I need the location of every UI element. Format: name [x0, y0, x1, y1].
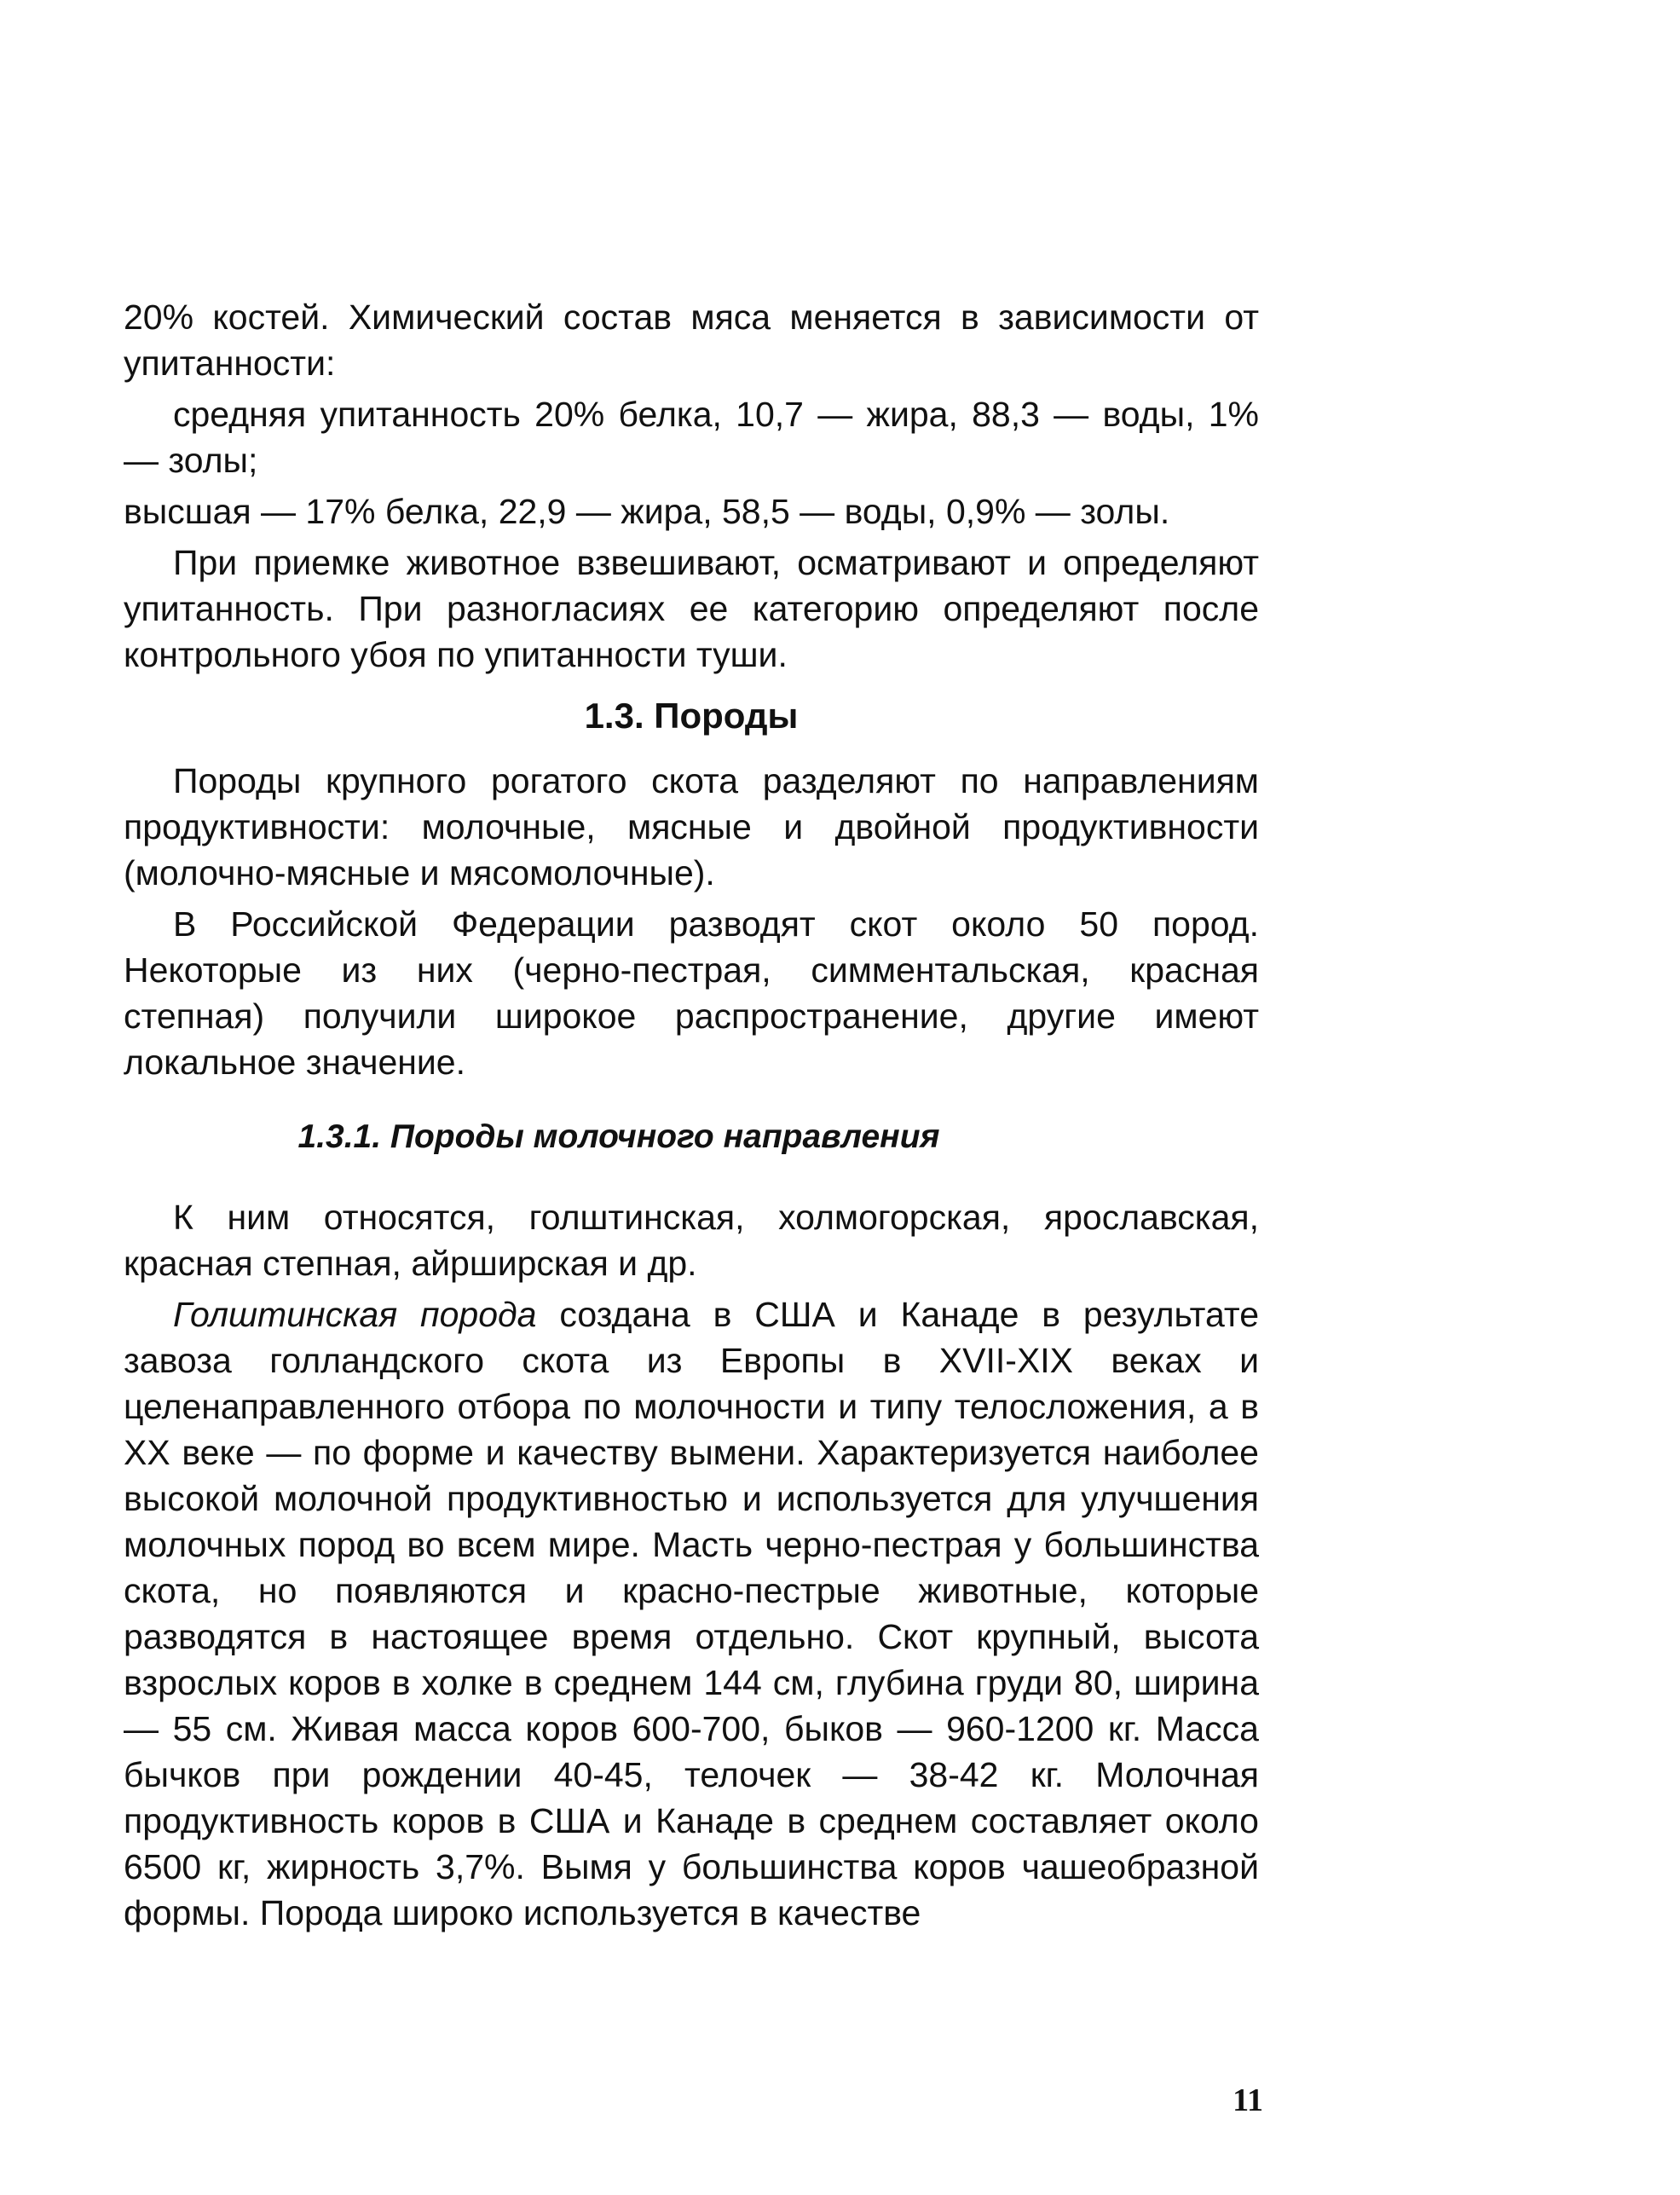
page-content	[124, 294, 1259, 1941]
paragraph-intro-2: средняя упитанность 20% белка, 10,7 — жира, 88,3 — воды, 1% — золы;	[124, 395, 1259, 480]
subsection-title: 1.3.1. Породы молочного направления	[297, 1118, 940, 1155]
paragraph-intro-3: высшая — 17% белка, 22,9 — жира, 58,5 — воды, 0,9% — золы.	[124, 492, 1170, 531]
subsection-paragraph-2	[124, 1291, 1259, 1936]
breed-description: создана в США и Канаде в результате завоза голландского скота из Европы в XVII-XIX веках и целенаправленного отбора по молочности и типу телосложения, а в XX веке — по форме и качеству вымени. Характеризуется наиболее высокой молочной продуктивностью и используется для улучшения молочных пород во всем мире. Масть черно-пестрая у большинства скота, но появляются и красно-пестрые животные, которые разводятся в настоящее время отдельно. Скот крупный, высота взрослых коров в холке в среднем 144 см, глубина груди 80, ширина — 55 см. Живая масса коров 600-700, быков — 960-1200 кг. Масса бычков при рождении 40-45, телочек — 38-42 кг. Молочная продуктивность коров в США и Канаде в среднем составляет около 6500 кг, жирность 3,7%. Вымя у большинства коров чашеобразной формы. Порода широко используется в качестве	[124, 1295, 1259, 1932]
paragraph-intro-4: При приемке животное взвешивают, осматривают и определяют упитанность. При разногласиях ее категорию определяют после контрольного убоя по упитанности туши.	[124, 543, 1259, 674]
subsection-paragraph-1: К ним относятся, голштинская, холмогорская, ярославская, красная степная, айрширская и др.	[124, 1198, 1259, 1283]
breed-term: Голштинская порода	[173, 1295, 537, 1334]
page-number: 11	[1233, 2082, 1263, 2118]
section-paragraph-2: В Российской Федерации разводят скот около 50 пород. Некоторые из них (черно-пестрая, симментальская, красная степная) получили широкое распространение, другие имеют локальное значение.	[124, 904, 1259, 1082]
paragraph-intro-1: 20% костей. Химический состав мяса меняется в зависимости от упитанности:	[124, 297, 1259, 383]
section-title: 1.3. Породы	[584, 696, 799, 736]
section-paragraph-1: Породы крупного рогатого скота разделяют по направлениям продуктивности: молочные, мясные и двойной продуктивности (молочно-мясные и мясомолочные).	[124, 761, 1259, 892]
